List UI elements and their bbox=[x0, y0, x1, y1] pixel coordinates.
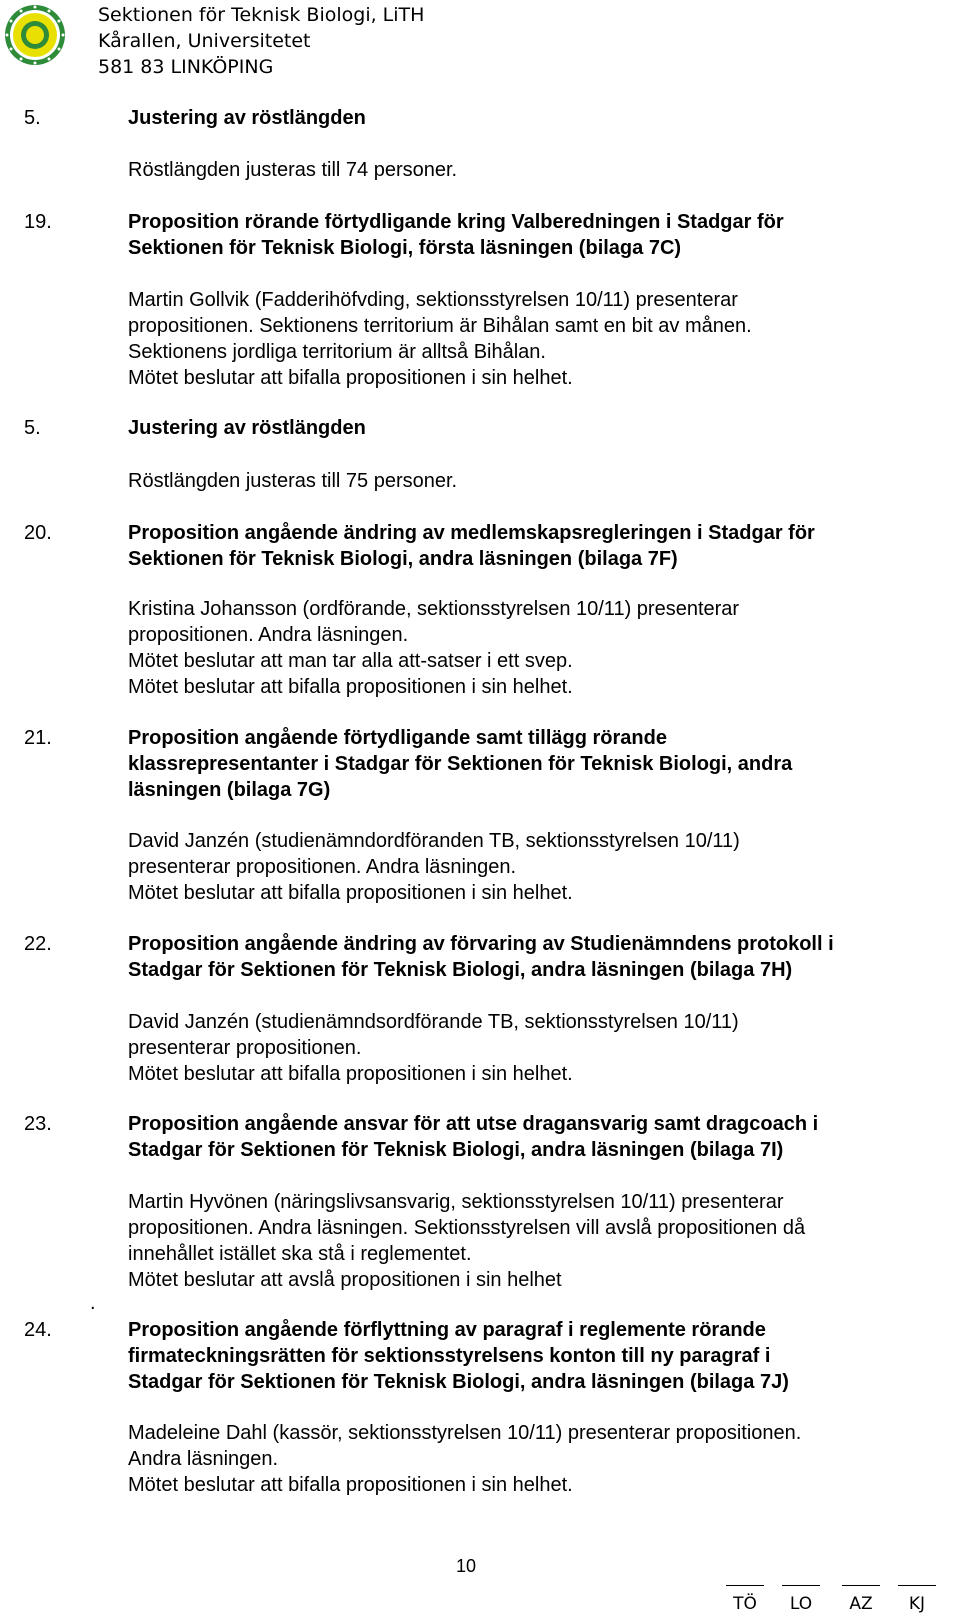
item-title bbox=[128, 520, 948, 572]
item-body-line: Sektionens jordliga territorium är alltså Bihålan. bbox=[128, 341, 546, 363]
item-title-line: Proposition angående förtydligande samt tillägg rörande bbox=[128, 727, 667, 749]
item-title-line: Proposition angående ansvar för att utse dragansvarig samt dragcoach i bbox=[128, 1113, 819, 1135]
organization-name: Sektionen för Teknisk Biologi, LiTH bbox=[98, 4, 425, 26]
item-body bbox=[128, 1009, 928, 1087]
item-body-line: Mötet beslutar att bifalla propositionen i sin helhet. bbox=[128, 367, 573, 389]
item-body bbox=[128, 1420, 928, 1498]
initial-label: KJ bbox=[908, 1594, 926, 1614]
item-body-line: Mötet beslutar att man tar alla att-satser i ett svep. bbox=[128, 650, 573, 672]
item-body-line: Mötet beslutar att avslå propositionen i sin helhet bbox=[128, 1269, 562, 1291]
item-number: 22. bbox=[24, 933, 52, 955]
item-body-line: Andra läsningen. bbox=[128, 1448, 279, 1470]
item-number: 21. bbox=[24, 727, 52, 749]
item-title bbox=[128, 209, 948, 261]
item-title bbox=[128, 105, 948, 131]
item-body-line: presenterar propositionen. bbox=[128, 1037, 362, 1059]
item-body bbox=[128, 1189, 928, 1293]
item-number: 19. bbox=[24, 211, 52, 233]
item-title-line: läsningen (bilaga 7G) bbox=[128, 779, 331, 801]
initial-label: TÖ bbox=[733, 1594, 757, 1614]
item-body-line: David Janzén (studienämndsordförande TB, sektionsstyrelsen 10/11) bbox=[128, 1011, 739, 1033]
item-body-line: Röstlängden justeras till 74 personer. bbox=[128, 159, 458, 181]
item-body-line: propositionen. Andra läsningen. Sektionsstyrelsen vill avslå propositionen då bbox=[128, 1217, 806, 1239]
initial-field bbox=[892, 1575, 942, 1614]
item-number: 23. bbox=[24, 1113, 52, 1135]
initial-field bbox=[776, 1575, 826, 1614]
item-body bbox=[128, 157, 928, 183]
initial-label: AZ bbox=[849, 1594, 873, 1614]
item-body-line: Madeleine Dahl (kassör, sektionsstyrelsen 10/11) presenterar propositionen. bbox=[128, 1422, 802, 1444]
item-title-line: Proposition rörande förtydligande kring Valberedningen i Stadgar för bbox=[128, 211, 784, 233]
item-title bbox=[128, 725, 948, 803]
item-body bbox=[128, 287, 928, 391]
item-body bbox=[128, 828, 928, 906]
item-body-line: David Janzén (studienämndordföranden TB, sektionsstyrelsen 10/11) bbox=[128, 830, 740, 852]
item-title-line: Stadgar för Sektionen för Teknisk Biologi, andra läsningen (bilaga 7J) bbox=[128, 1371, 789, 1393]
item-body-line: Mötet beslutar att bifalla propositionen i sin helhet. bbox=[128, 882, 573, 904]
item-title bbox=[128, 931, 948, 983]
signature-line bbox=[726, 1575, 764, 1586]
item-body-line: Mötet beslutar att bifalla propositionen i sin helhet. bbox=[128, 1474, 573, 1496]
item-body-line: Röstlängden justeras till 75 personer. bbox=[128, 470, 458, 492]
item-body-line: Martin Gollvik (Fadderihöfvding, sektionsstyrelsen 10/11) presenterar bbox=[128, 289, 738, 311]
signature-line bbox=[842, 1575, 880, 1586]
item-title-line: Proposition angående ändring av förvaring av Studienämndens protokoll i bbox=[128, 933, 834, 955]
item-title bbox=[128, 415, 948, 441]
document-header bbox=[0, 0, 960, 90]
item-number: 24. bbox=[24, 1319, 52, 1341]
item-title-line: Sektionen för Teknisk Biologi, första läsningen (bilaga 7C) bbox=[128, 237, 682, 259]
item-title-line: Proposition angående förflyttning av paragraf i reglemente rörande bbox=[128, 1319, 766, 1341]
item-body bbox=[128, 468, 928, 494]
initial-label: LO bbox=[789, 1594, 813, 1614]
stray-period: . bbox=[90, 1292, 96, 1314]
organization-postal-address: 581 83 LINKÖPING bbox=[98, 56, 274, 78]
item-body bbox=[128, 596, 928, 700]
item-title-line: Proposition angående ändring av medlemskapsregleringen i Stadgar för bbox=[128, 522, 815, 544]
item-title-line: Stadgar för Sektionen för Teknisk Biologi, andra läsningen (bilaga 7H) bbox=[128, 959, 793, 981]
signature-line bbox=[898, 1575, 936, 1586]
initials-signature-area bbox=[720, 1575, 960, 1615]
item-body-line: Mötet beslutar att bifalla propositionen i sin helhet. bbox=[128, 676, 573, 698]
item-title-line: klassrepresentanter i Stadgar för Sektionen för Teknisk Biologi, andra bbox=[128, 753, 793, 775]
item-body-line: Kristina Johansson (ordförande, sektionsstyrelsen 10/11) presenterar bbox=[128, 598, 740, 620]
organization-address bbox=[98, 2, 424, 80]
item-title-line: firmateckningsrätten för sektionsstyrelsens konton till ny paragraf i bbox=[128, 1345, 771, 1367]
tb-section-logo-icon bbox=[4, 4, 66, 66]
item-body-line: propositionen. Andra läsningen. bbox=[128, 624, 409, 646]
item-body-line: propositionen. Sektionens territorium är Bihålan samt en bit av månen. bbox=[128, 315, 752, 337]
organization-building: Kårallen, Universitetet bbox=[98, 30, 311, 52]
page-number: 10 bbox=[456, 1556, 477, 1576]
item-body-line: Martin Hyvönen (näringslivsansvarig, sektionsstyrelsen 10/11) presenterar bbox=[128, 1191, 784, 1213]
item-body-line: Mötet beslutar att bifalla propositionen i sin helhet. bbox=[128, 1063, 573, 1085]
item-number: 5. bbox=[24, 107, 41, 129]
item-title bbox=[128, 1317, 948, 1395]
item-number: 5. bbox=[24, 417, 41, 439]
item-title-line: Stadgar för Sektionen för Teknisk Biologi, andra läsningen (bilaga 7I) bbox=[128, 1139, 784, 1161]
initial-field bbox=[836, 1575, 886, 1614]
item-title bbox=[128, 1111, 948, 1163]
signature-line bbox=[782, 1575, 820, 1586]
item-number: 20. bbox=[24, 522, 52, 544]
item-title-line: Justering av röstlängden bbox=[128, 107, 366, 129]
item-body-line: presenterar propositionen. Andra läsningen. bbox=[128, 856, 517, 878]
item-title-line: Sektionen för Teknisk Biologi, andra läsningen (bilaga 7F) bbox=[128, 548, 678, 570]
item-body-line: innehållet istället ska stå i reglementet. bbox=[128, 1243, 472, 1265]
item-title-line: Justering av röstlängden bbox=[128, 417, 366, 439]
initial-field bbox=[720, 1575, 770, 1614]
